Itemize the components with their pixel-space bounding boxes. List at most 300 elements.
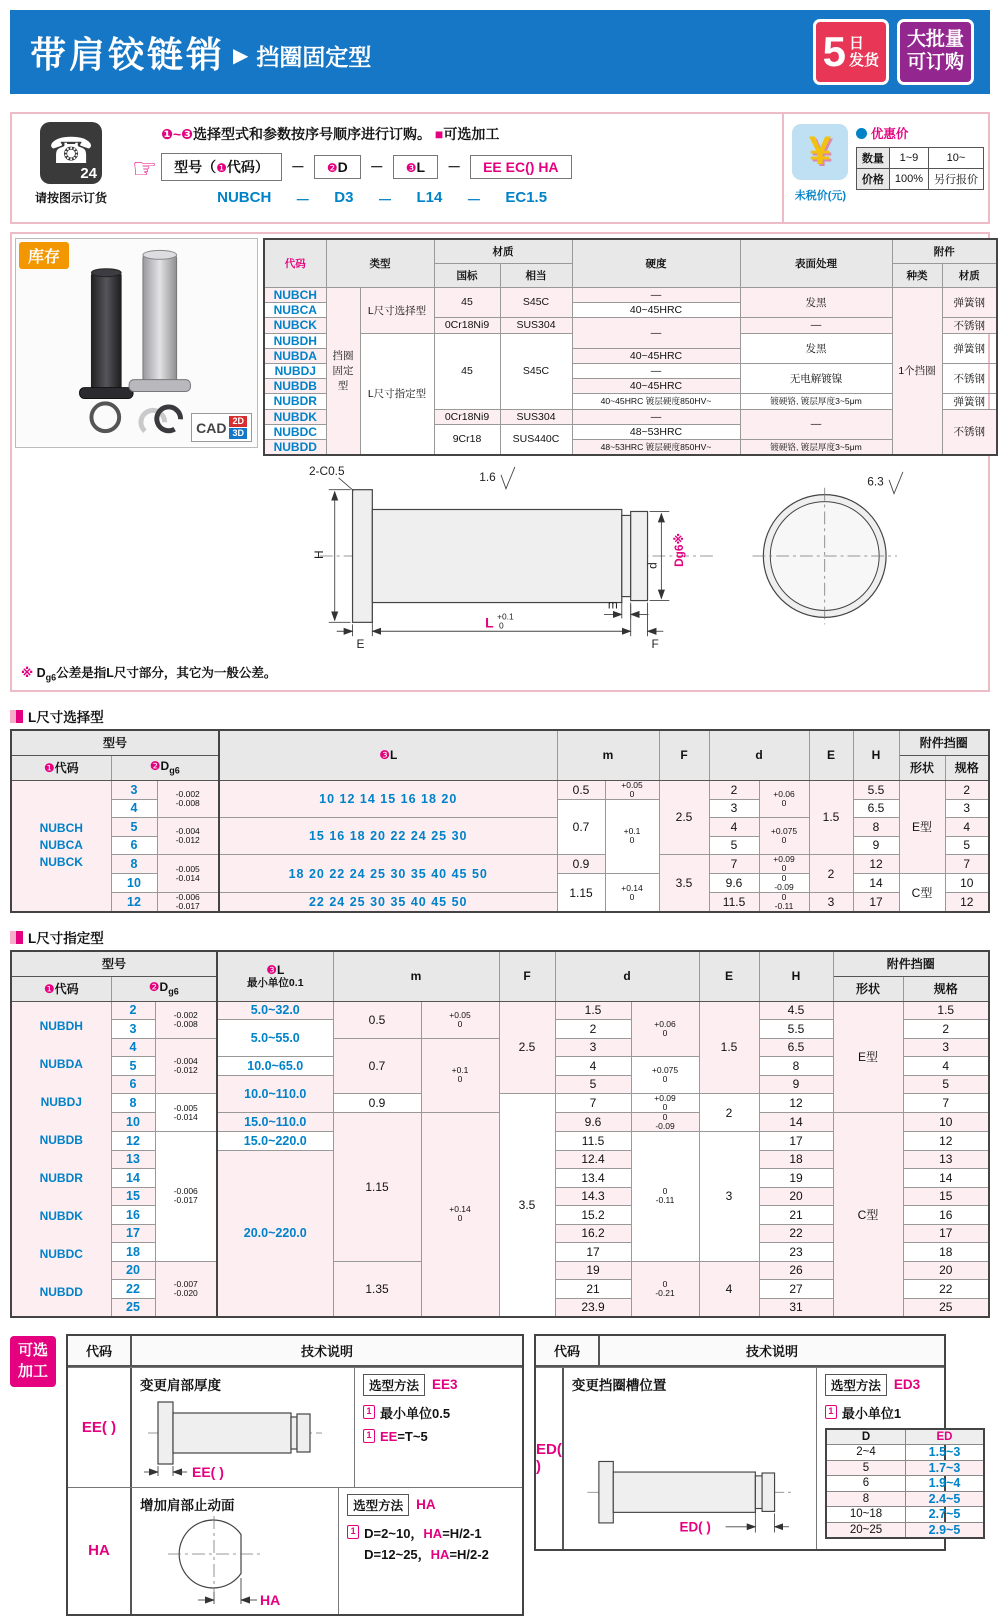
price-table bbox=[856, 147, 984, 190]
cell: 不锈钢 bbox=[942, 363, 997, 393]
cell: — bbox=[572, 363, 740, 378]
ed-range-table bbox=[825, 1428, 985, 1539]
cell: 5 bbox=[826, 1460, 906, 1476]
part-code-list: NUBCH NUBCA NUBCK bbox=[11, 780, 111, 912]
header-cell: E bbox=[699, 951, 759, 1001]
cell: 5.0~55.0 bbox=[217, 1020, 333, 1057]
materials-table bbox=[263, 238, 998, 456]
cell: 3 bbox=[709, 799, 759, 818]
cell: 4.5 bbox=[759, 1001, 833, 1020]
dot-icon bbox=[856, 128, 867, 139]
cell: 3.5 bbox=[659, 855, 709, 913]
cell: 0.9 bbox=[333, 1094, 421, 1113]
cell: — bbox=[572, 409, 740, 424]
cell: 3 bbox=[699, 1132, 759, 1262]
cell: S45C bbox=[500, 333, 572, 409]
header-cell: 代码 bbox=[264, 239, 326, 287]
cell: 10 bbox=[903, 1113, 989, 1132]
ed-drawing bbox=[572, 1454, 812, 1540]
part-code: NUBDK bbox=[264, 409, 326, 424]
cell: 不锈钢 bbox=[942, 409, 997, 455]
cell: — bbox=[572, 287, 740, 302]
cell: +0.09 0 bbox=[759, 855, 809, 874]
cell: 6 bbox=[111, 1075, 155, 1094]
tax-note: 未税价(元) bbox=[794, 190, 847, 202]
cell: E型 bbox=[899, 780, 945, 874]
header-cell: 数量 bbox=[856, 148, 889, 169]
cell: 19 bbox=[759, 1169, 833, 1188]
roughness-label-2: 6.3 bbox=[867, 474, 884, 489]
cell: C型 bbox=[833, 1113, 903, 1317]
cell: 8 bbox=[759, 1057, 833, 1076]
cell: 1.35 bbox=[333, 1261, 421, 1317]
cell: 45 bbox=[434, 287, 500, 317]
header-cell: 型号 bbox=[11, 951, 217, 976]
cell: 2 bbox=[809, 855, 853, 893]
cell: 1~9 bbox=[889, 148, 928, 169]
option-code-ed: ED( ) bbox=[536, 1368, 564, 1549]
cell: 0.5 bbox=[333, 1001, 421, 1038]
cell: 1.5 bbox=[699, 1001, 759, 1094]
cell: 5 bbox=[111, 1057, 155, 1076]
cell: 0.7 bbox=[333, 1038, 421, 1094]
part-code: NUBDJ bbox=[264, 363, 326, 378]
cell: 3 bbox=[945, 799, 989, 818]
cell: +0.075 0 bbox=[631, 1057, 699, 1094]
cell: -0.005 -0.014 bbox=[157, 855, 219, 893]
part-code: NUBDR bbox=[264, 393, 326, 409]
phone-icon: ☎ 24 bbox=[40, 122, 102, 184]
cell: 16 bbox=[903, 1206, 989, 1225]
cell: 1.5 bbox=[809, 780, 853, 855]
cell: 发黑 bbox=[740, 287, 892, 317]
header-cell: E bbox=[809, 730, 853, 780]
code-header: 代码 bbox=[68, 1336, 132, 1365]
part-code: NUBDB bbox=[264, 378, 326, 393]
cell: 弹簧钢 bbox=[942, 287, 997, 317]
cell: 5.5 bbox=[853, 780, 899, 799]
cell: 31 bbox=[759, 1298, 833, 1317]
header-cell: 规格 bbox=[945, 755, 989, 780]
cell: SUS440C bbox=[500, 424, 572, 455]
badge-5day-shipping bbox=[813, 19, 889, 85]
part-number-example: NUBCH － D3 － L14 － EC1.5 bbox=[217, 189, 548, 209]
header-cell: ❶代码 bbox=[11, 976, 111, 1001]
order-format bbox=[159, 114, 782, 222]
cell: 8 bbox=[826, 1491, 906, 1507]
product-main-box bbox=[10, 232, 990, 692]
cell: E型 bbox=[833, 1001, 903, 1113]
badge-bulk-line2: 可订购 bbox=[906, 52, 964, 73]
cell: 10.0~65.0 bbox=[217, 1057, 333, 1076]
ee-note-1: 1 最小单位0.5 bbox=[363, 1403, 516, 1422]
l-selection-table bbox=[10, 729, 990, 913]
ed-method: 选型方法 ED3 bbox=[825, 1374, 985, 1396]
header-cell: ED bbox=[906, 1429, 984, 1445]
header-cell: d bbox=[555, 951, 699, 1001]
cell: 0 -0.11 bbox=[759, 893, 809, 913]
cell: 另行报价 bbox=[929, 169, 984, 190]
price-info bbox=[782, 114, 988, 222]
phone-order-area bbox=[12, 114, 130, 222]
cell: 21 bbox=[759, 1206, 833, 1225]
section-marker-icon bbox=[10, 931, 23, 944]
header-cell: m bbox=[557, 730, 659, 780]
cell: 9 bbox=[853, 836, 899, 855]
note-icon: 1 bbox=[347, 1525, 359, 1539]
desc-header: 技术说明 bbox=[300, 1343, 353, 1359]
part-code: NUBCA bbox=[264, 302, 326, 317]
cell: 不锈钢 bbox=[942, 317, 997, 333]
dim-label-h: H bbox=[311, 549, 326, 559]
cell: 无电解镀镍 bbox=[740, 363, 892, 393]
cell: 2~4 bbox=[826, 1445, 906, 1461]
cell: 10 bbox=[945, 874, 989, 893]
cell: 22 bbox=[759, 1224, 833, 1243]
dim-label-dg6: Dg6※ bbox=[672, 532, 687, 567]
cell: +0.14 0 bbox=[421, 1113, 499, 1317]
badge-bulk-line1: 大批量 bbox=[906, 29, 964, 51]
part-code: NUBDH bbox=[264, 333, 326, 348]
stock-badge: 库存 bbox=[19, 242, 69, 269]
cell: 2 bbox=[555, 1020, 631, 1039]
cell: -0.007 -0.020 bbox=[155, 1261, 217, 1317]
header-badges bbox=[813, 19, 974, 85]
part-code: NUBDD bbox=[264, 439, 326, 455]
cell: +0.09 0 bbox=[631, 1094, 699, 1113]
part-code: NUBCH bbox=[264, 287, 326, 302]
cell: 4 bbox=[709, 818, 759, 837]
ha-note-1: 1 D=2~10，HA=H/2-1 bbox=[347, 1523, 516, 1542]
cell: 5 bbox=[903, 1075, 989, 1094]
cell: 2.4~5 bbox=[906, 1491, 984, 1507]
cell: 1个挡圈 bbox=[892, 287, 942, 455]
cell: 10~ bbox=[929, 148, 984, 169]
cell: 14.3 bbox=[555, 1187, 631, 1206]
cell: 3 bbox=[111, 1020, 155, 1039]
cell: 0.7 bbox=[557, 799, 605, 855]
cell: SUS304 bbox=[500, 317, 572, 333]
cell: -0.006 -0.017 bbox=[155, 1132, 217, 1262]
cell: 11.5 bbox=[709, 893, 759, 913]
option-title-ha: 增加肩部止动面 bbox=[140, 1497, 235, 1513]
cell: 2 bbox=[111, 1001, 155, 1020]
cell: 16 bbox=[111, 1206, 155, 1225]
optional-processing-badge: 可选 加工 bbox=[10, 1336, 56, 1388]
cell: 5.0~32.0 bbox=[217, 1001, 333, 1020]
cell: 40~45HRC bbox=[572, 348, 740, 363]
option-code-ha: HA bbox=[68, 1488, 132, 1614]
cell: 4 bbox=[111, 1038, 155, 1057]
cell: 12.4 bbox=[555, 1150, 631, 1169]
cell: +0.14 0 bbox=[605, 874, 659, 913]
cell: C型 bbox=[899, 874, 945, 913]
cell: 2.7~5 bbox=[906, 1507, 984, 1523]
cell: -0.005 -0.014 bbox=[155, 1094, 217, 1132]
cell: 25 bbox=[111, 1298, 155, 1317]
ed-dim-label: ED( ) bbox=[679, 1519, 711, 1535]
cell: SUS304 bbox=[500, 409, 572, 424]
cell: -0.004 -0.012 bbox=[157, 818, 219, 855]
cell: 23 bbox=[759, 1243, 833, 1262]
header-cell: ❶代码 bbox=[11, 755, 111, 780]
option-code-ee: EE( ) bbox=[68, 1368, 132, 1487]
header-cell: 种类 bbox=[892, 263, 942, 287]
dim-l-tol-bottom: 0 bbox=[499, 619, 504, 630]
cell: 7 bbox=[709, 855, 759, 874]
cell: 14 bbox=[111, 1169, 155, 1188]
cell: 13.4 bbox=[555, 1169, 631, 1188]
ee-method: 选型方法 EE3 bbox=[363, 1374, 516, 1396]
cell: 3 bbox=[111, 780, 157, 799]
dim-label-m: m bbox=[607, 596, 618, 611]
dim-label-e: E bbox=[356, 636, 365, 651]
cell: +0.05 0 bbox=[421, 1001, 499, 1038]
cell: +0.1 0 bbox=[421, 1038, 499, 1113]
cell: 17 bbox=[555, 1243, 631, 1262]
cad-badge bbox=[191, 413, 252, 442]
cell: 9 bbox=[759, 1075, 833, 1094]
cell: 20~25 bbox=[826, 1522, 906, 1538]
cell: 1.9~4 bbox=[906, 1476, 984, 1492]
section-label-specified: L尺寸指定型 bbox=[10, 927, 990, 947]
cell: -0.004 -0.012 bbox=[155, 1038, 217, 1094]
cell: 8 bbox=[111, 1094, 155, 1113]
yen-icon: ¥ bbox=[792, 124, 848, 180]
example-d: D3 bbox=[334, 189, 354, 206]
cell: 9.6 bbox=[709, 874, 759, 893]
cell: 0 -0.21 bbox=[631, 1261, 699, 1317]
example-l: L14 bbox=[416, 189, 443, 206]
ed-note-1: 1 最小单位1 bbox=[825, 1403, 985, 1422]
format-box-model: 型号（❶代码） bbox=[161, 153, 282, 181]
header-cell: ❸L bbox=[219, 730, 557, 780]
cell: 8 bbox=[853, 818, 899, 837]
badge-day-ship: 发货 bbox=[848, 52, 879, 69]
header-cell: 价格 bbox=[856, 169, 889, 190]
cell: 14 bbox=[853, 874, 899, 893]
cell: 2 bbox=[903, 1020, 989, 1039]
header-cell: d bbox=[709, 730, 809, 780]
cell: 2 bbox=[699, 1094, 759, 1132]
header-cell: 硬度 bbox=[572, 239, 740, 287]
header-cell: F bbox=[499, 951, 555, 1001]
cell: 0 -0.09 bbox=[631, 1113, 699, 1132]
cell: 22 bbox=[903, 1280, 989, 1299]
cell: -0.002 -0.008 bbox=[157, 780, 219, 818]
cell: 12 bbox=[903, 1132, 989, 1151]
dim-label-l: L bbox=[485, 613, 494, 630]
cell: 1.15 bbox=[557, 874, 605, 913]
note-icon: 1 bbox=[363, 1429, 375, 1443]
cell: 8 bbox=[111, 855, 157, 874]
example-model: NUBCH bbox=[217, 189, 272, 206]
cell: 弹簧钢 bbox=[942, 393, 997, 409]
arrow-icon: ▶ bbox=[233, 44, 249, 67]
format-box-d: ❷D bbox=[314, 155, 361, 179]
cell: 12 bbox=[111, 1132, 155, 1151]
option-row-ed bbox=[536, 1367, 961, 1549]
cell: 6 bbox=[826, 1476, 906, 1492]
header-cell: 附件挡圈 bbox=[833, 951, 989, 976]
cell: 48~53HRC 镀层硬度850HV~ bbox=[572, 439, 740, 455]
part-code-list: NUBDH NUBDA NUBDJ NUBDB NUBDR NUBDK NUBDC NUBDD bbox=[11, 1001, 111, 1317]
cell: 2 bbox=[709, 780, 759, 799]
cell: 17 bbox=[853, 893, 899, 913]
cell: S45C bbox=[500, 287, 572, 317]
cell: 4 bbox=[111, 799, 157, 818]
dim-l-tol-top: +0.1 bbox=[497, 610, 514, 621]
cad-3d-tag: 3D bbox=[229, 428, 247, 439]
cell: 22 bbox=[111, 1280, 155, 1299]
cell: 15.2 bbox=[555, 1206, 631, 1225]
optional-processing-section bbox=[10, 1334, 990, 1616]
page-header bbox=[10, 10, 990, 94]
header-cell: 附件 bbox=[892, 239, 997, 263]
optional-table-right bbox=[534, 1334, 961, 1551]
section-label-select: L尺寸选择型 bbox=[10, 706, 990, 726]
cell: 发黑 bbox=[740, 333, 892, 363]
ordering-box bbox=[10, 112, 990, 224]
cell: 9.6 bbox=[555, 1113, 631, 1132]
cell: 14 bbox=[759, 1113, 833, 1132]
cell: 17 bbox=[759, 1132, 833, 1151]
part-code: NUBCK bbox=[264, 317, 326, 333]
header-cell: 相当 bbox=[500, 263, 572, 287]
cell: -0.006 -0.017 bbox=[157, 893, 219, 913]
cell: +0.06 0 bbox=[631, 1001, 699, 1057]
cell: 20 bbox=[111, 1261, 155, 1280]
option-row-ee bbox=[68, 1367, 522, 1487]
cell: 2.9~5 bbox=[906, 1522, 984, 1538]
order-instruction: ❶~❸选择型式和参数按序号顺序进行订购。 ■可选加工 bbox=[161, 126, 500, 142]
header-cell: 国标 bbox=[434, 263, 500, 287]
cell: 1.15 bbox=[333, 1113, 421, 1262]
cell: — bbox=[572, 317, 740, 348]
cell: L尺寸指定型 bbox=[360, 333, 434, 455]
cell: 40~45HRC bbox=[572, 378, 740, 393]
cell: 14 bbox=[903, 1169, 989, 1188]
cell: 13 bbox=[903, 1150, 989, 1169]
cell: +0.05 0 bbox=[605, 780, 659, 799]
cell: 12 bbox=[111, 893, 157, 913]
section-marker-icon bbox=[10, 710, 23, 723]
cell: +0.06 0 bbox=[759, 780, 809, 818]
cell: 0Cr18Ni9 bbox=[434, 317, 500, 333]
cell: 5 bbox=[709, 836, 759, 855]
catalog-page bbox=[0, 10, 1000, 1608]
cell: 45 bbox=[434, 333, 500, 409]
cell: 11.5 bbox=[555, 1132, 631, 1151]
cell: 48~53HRC bbox=[572, 424, 740, 439]
cell: 3.5 bbox=[499, 1094, 555, 1317]
cell: 22 24 25 30 35 40 45 50 bbox=[219, 893, 557, 913]
cell: 镀硬铬, 镀层厚度3~5μm bbox=[740, 439, 892, 455]
cell: 19 bbox=[555, 1261, 631, 1280]
badge-day-unit: 日 bbox=[848, 34, 864, 52]
cell: 镀硬铬, 镀层厚度3~5μm bbox=[740, 393, 892, 409]
ee-drawing bbox=[140, 1394, 350, 1478]
pointing-finger-icon: ☞ bbox=[132, 152, 158, 184]
cell: 18 bbox=[903, 1243, 989, 1262]
cell: 13 bbox=[111, 1150, 155, 1169]
cell: 1.5~3 bbox=[906, 1445, 984, 1461]
example-ec: EC1.5 bbox=[505, 189, 548, 206]
cell: 0 -0.09 bbox=[759, 874, 809, 893]
cell: 12 bbox=[945, 893, 989, 913]
cell: 18 bbox=[759, 1150, 833, 1169]
cell: 100% bbox=[889, 169, 928, 190]
cell: 挡圈固定型 bbox=[326, 287, 360, 455]
header-cell: 附件挡圈 bbox=[899, 730, 989, 755]
cell: 40~45HRC bbox=[572, 302, 740, 317]
cell: 17 bbox=[903, 1224, 989, 1243]
cell: 1.5 bbox=[903, 1001, 989, 1020]
cell: 4 bbox=[945, 818, 989, 837]
cell: 12 bbox=[759, 1094, 833, 1113]
badge-bulk-order bbox=[897, 19, 974, 85]
cell: 10 12 14 15 16 18 20 bbox=[219, 780, 557, 818]
cell: 5 bbox=[945, 836, 989, 855]
cell: 26 bbox=[759, 1261, 833, 1280]
format-box-options: EE EC() HA bbox=[470, 155, 571, 179]
cell: 17 bbox=[111, 1224, 155, 1243]
cell: 15 bbox=[111, 1187, 155, 1206]
cell: 10 bbox=[111, 1113, 155, 1132]
cell: 10.0~110.0 bbox=[217, 1075, 333, 1113]
cell: +0.075 0 bbox=[759, 818, 809, 855]
cell: 18 bbox=[111, 1243, 155, 1262]
header-cell: 材质 bbox=[942, 263, 997, 287]
cell: 16.2 bbox=[555, 1224, 631, 1243]
part-number-format: 型号（❶代码） － ❷D － ❸L － EE EC() HA bbox=[161, 153, 778, 181]
cell: 5 bbox=[555, 1075, 631, 1094]
cell: 25 bbox=[903, 1298, 989, 1317]
cell: 15 16 18 20 22 24 25 30 bbox=[219, 818, 557, 855]
cell: — bbox=[740, 317, 892, 333]
cell: 弹簧钢 bbox=[942, 333, 997, 363]
product-photo bbox=[15, 238, 258, 448]
cell: 1.7~3 bbox=[906, 1460, 984, 1476]
cell: 1.5 bbox=[555, 1001, 631, 1020]
cell: 10 bbox=[111, 874, 157, 893]
cell: 3 bbox=[809, 893, 853, 913]
cell: 5 bbox=[111, 818, 157, 837]
header-cell: $❷D_{g6}$ bbox=[111, 755, 219, 780]
header-cell: 形状 bbox=[833, 976, 903, 1001]
optional-square-icon: ■ bbox=[434, 126, 444, 142]
cell: 2 bbox=[945, 780, 989, 799]
cell: 9Cr18 bbox=[434, 424, 500, 455]
cell: 0.5 bbox=[557, 780, 605, 799]
option-title-ed: 变更挡圈槽位置 bbox=[571, 1377, 667, 1393]
cell: — bbox=[740, 409, 892, 439]
option-title-ee: 变更肩部厚度 bbox=[140, 1377, 221, 1393]
header-cell: H bbox=[853, 730, 899, 780]
option-row-ha bbox=[68, 1487, 522, 1614]
header-cell: 规格 bbox=[903, 976, 989, 1001]
cell: 4 bbox=[555, 1057, 631, 1076]
desc-header: 技术说明 bbox=[745, 1343, 798, 1359]
cell: 23.9 bbox=[555, 1298, 631, 1317]
header-cell: 型号 bbox=[11, 730, 219, 755]
cell: 18 20 22 24 25 30 35 40 45 50 bbox=[219, 855, 557, 893]
tolerance-note: ※ $D_{g6}$公差是指L尺寸部分，其它为一般公差。 bbox=[21, 665, 277, 682]
reference-mark: ※ bbox=[21, 665, 34, 680]
roughness-label-1: 1.6 bbox=[479, 469, 496, 484]
phone-24-label: 24 bbox=[80, 165, 97, 182]
cell: 27 bbox=[759, 1280, 833, 1299]
